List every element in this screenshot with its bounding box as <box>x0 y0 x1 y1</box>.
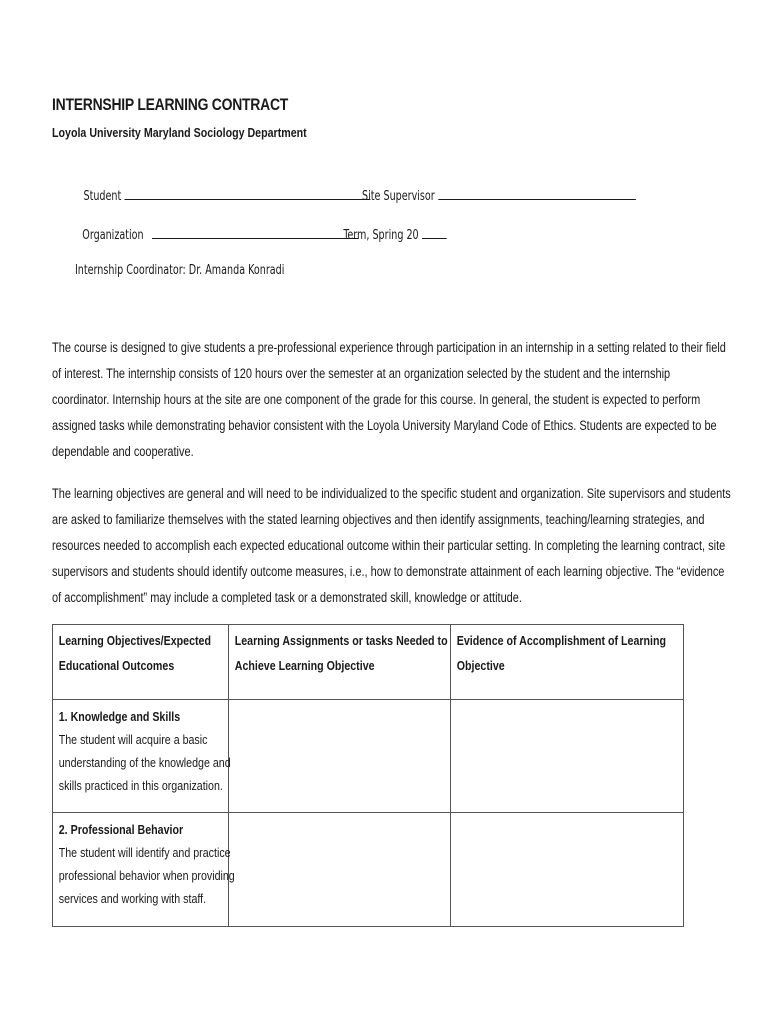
site-supervisor-label: Site Supervisor <box>362 189 435 204</box>
objective-line: skills practiced in this organization. <box>58 778 223 793</box>
paragraph-line: coordinator. Internship hours at the site are one component of the grade for this course. In general, the student is expected to perform <box>52 392 701 407</box>
paragraph-line: The learning objectives are general and will need to be individualized to the specific student and organization. Site supervisors and students <box>52 486 731 501</box>
organization-blank[interactable] <box>152 226 359 239</box>
student-blank[interactable] <box>125 187 371 200</box>
header-cell-evidence <box>451 625 684 700</box>
objective-line: services and working with staff. <box>58 891 207 906</box>
paragraph-line: The course is designed to give students a pre-professional experience through participation in an internship in a setting related to their field <box>52 340 726 355</box>
term-year-blank[interactable] <box>422 226 447 239</box>
header-line: Learning Assignments or tasks Needed to <box>234 633 448 648</box>
table-row <box>53 700 684 813</box>
header-line: Evidence of Accomplishment of Learning <box>456 633 667 648</box>
term-label: Term, Spring 20 <box>343 228 419 243</box>
assignments-cell[interactable] <box>229 700 451 813</box>
header-line: Objective <box>456 658 505 673</box>
objective-line: The student will identify and practice <box>58 845 231 860</box>
table-row <box>53 813 684 927</box>
paragraph-line: supervisors and students should identify outcome measures, i.e., how to demonstrate attainment of each learning objective. The “evidence <box>52 564 725 579</box>
objective-cell <box>53 813 235 927</box>
student-field[interactable] <box>84 187 371 204</box>
document-subtitle: Loyola University Maryland Sociology Department <box>52 125 307 140</box>
paragraph-line: assigned tasks while demonstrating behavior consistent with the Loyola University Maryland Code of Ethics. Students are expected to be <box>52 418 717 433</box>
paragraph-line: resources needed to accomplish each expected educational outcome within their particular setting. In completing the learning contract, site <box>52 538 726 553</box>
site-supervisor-blank[interactable] <box>438 187 636 200</box>
organization-field[interactable] <box>82 226 358 243</box>
evidence-cell[interactable] <box>451 813 684 927</box>
paragraph-line: of accomplishment” may include a completed task or a demonstrated skill, knowledge or attitude. <box>52 590 522 605</box>
organization-label: Organization <box>82 228 144 243</box>
header-line: Learning Objectives/Expected <box>58 633 212 648</box>
document-title: INTERNSHIP LEARNING CONTRACT <box>52 95 289 114</box>
objective-heading: 2. Professional Behavior <box>58 822 184 837</box>
objective-line: professional behavior when providing <box>58 868 235 883</box>
header-cell-assignments <box>229 625 451 700</box>
table-header-row <box>53 625 684 700</box>
header-line: Achieve Learning Objective <box>234 658 375 673</box>
evidence-cell[interactable] <box>451 700 684 813</box>
coordinator-line: Internship Coordinator: Dr. Amanda Konradi <box>74 263 285 278</box>
intro-paragraph <box>52 335 726 465</box>
objective-cell <box>53 700 229 813</box>
objectives-paragraph <box>52 481 731 611</box>
learning-contract-table <box>52 624 684 927</box>
site-supervisor-field[interactable] <box>362 187 636 204</box>
header-cell-objectives <box>53 625 229 700</box>
paragraph-line: of interest. The internship consists of 120 hours over the semester at an organization selected by the student and the internship <box>52 366 671 381</box>
student-label: Student <box>83 189 122 204</box>
assignments-cell[interactable] <box>229 813 451 927</box>
header-line: Educational Outcomes <box>58 658 175 673</box>
paragraph-line: are asked to familiarize themselves with the stated learning objectives and then identify assignments, teaching/learning strategies, and <box>52 512 705 527</box>
paragraph-line: dependable and cooperative. <box>52 444 194 459</box>
objective-line: understanding of the knowledge and <box>58 755 231 770</box>
objective-heading: 1. Knowledge and Skills <box>58 709 181 724</box>
objective-line: The student will acquire a basic <box>58 732 208 747</box>
term-field[interactable] <box>343 226 446 243</box>
